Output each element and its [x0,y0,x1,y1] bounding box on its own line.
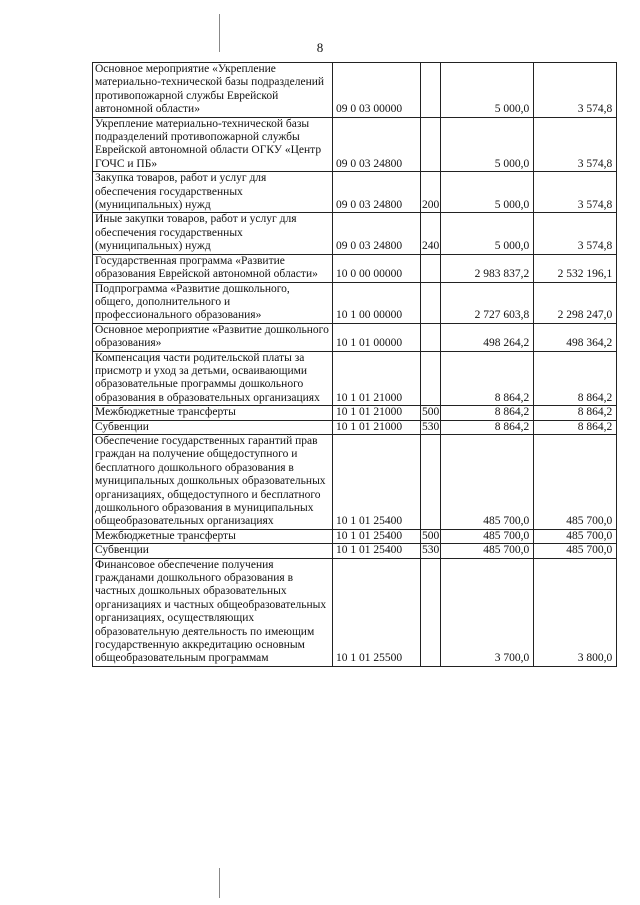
table-row [93,213,617,254]
row-amount-2: 3 574,8 [534,172,617,213]
row-name: Субвенции [93,544,333,558]
row-amount-2: 485 700,0 [534,544,617,558]
row-amount-2: 3 574,8 [534,117,617,172]
row-code: 10 1 01 00000 [333,323,421,351]
row-amount-1: 2 727 603,8 [441,282,534,323]
row-name: Межбюджетные трансферты [93,529,333,543]
table-row [93,254,617,282]
row-amount-1: 5 000,0 [441,63,534,118]
table-row [93,351,617,406]
row-code: 10 1 01 21000 [333,406,421,420]
row-name: Укрепление материально-технической базы подразделений противопожарной службы Еврейской автономной области ОГКУ «Центр ГОЧС и ПБ» [93,117,333,172]
row-expense-type: 200 [421,172,441,213]
row-code: 10 1 01 25400 [333,544,421,558]
row-name: Основное мероприятие «Развитие дошкольного образования» [93,323,333,351]
row-code: 09 0 03 24800 [333,213,421,254]
row-expense-type: 500 [422,406,440,419]
row-amount-1: 5 000,0 [441,172,534,213]
row-code: 10 1 01 25500 [333,558,421,666]
table-row [93,172,617,213]
budget-table [92,62,617,667]
row-amount-2: 485 700,0 [534,434,617,529]
binding-mark-bottom [219,868,220,898]
row-code: 10 1 01 25400 [333,529,421,543]
row-amount-2: 485 700,0 [534,529,617,543]
row-code: 10 0 00 00000 [333,254,421,282]
row-name: Обеспечение государственных гарантий прав граждан на получение общедоступного и бесплатного дошкольного образования в муниципальных дошкольных образовательных организациях, общедоступного и бесплатного дошкольного образования в муниципальных общеобразовательных организациях [93,434,333,529]
row-amount-1: 485 700,0 [441,434,534,529]
row-amount-1: 485 700,0 [441,529,534,543]
row-amount-1: 485 700,0 [441,544,534,558]
table-row [93,529,617,543]
table-row [93,420,617,434]
row-expense-type: 530 [422,420,440,433]
row-name: Иные закупки товаров, работ и услуг для обеспечения государственных (муниципальных) нужд [93,213,333,254]
table-row [93,323,617,351]
row-code: 09 0 03 00000 [333,63,421,118]
row-code: 09 0 03 24800 [333,117,421,172]
table-row [93,544,617,558]
row-amount-2: 498 364,2 [534,323,617,351]
row-name: Основное мероприятие «Укрепление материально-технической базы подразделений противопожарной службы Еврейской автономной области» [93,63,333,118]
budget-table-body [93,63,617,667]
row-name: Закупка товаров, работ и услуг для обеспечения государственных (муниципальных) нужд [93,172,333,213]
row-amount-1: 8 864,2 [441,351,534,406]
row-name: Межбюджетные трансферты [93,406,333,420]
row-amount-2: 2 532 196,1 [534,254,617,282]
row-expense-type [421,254,441,282]
row-amount-1: 498 264,2 [441,323,534,351]
row-expense-type [421,434,441,529]
table-row [93,406,617,420]
row-expense-type [421,282,441,323]
row-expense-type: 500 [422,529,440,542]
row-amount-2: 8 864,2 [534,406,617,420]
table-row [93,117,617,172]
row-name: Компенсация части родительской платы за присмотр и уход за детьми, осваивающими образовательные программы дошкольного образования в образовательных организациях [93,351,333,406]
row-code: 10 1 01 21000 [333,351,421,406]
row-expense-type [421,323,441,351]
row-amount-1: 8 864,2 [441,420,534,434]
row-amount-1: 2 983 837,2 [441,254,534,282]
row-name: Государственная программа «Развитие образования Еврейской автономной области» [93,254,333,282]
row-amount-2: 3 574,8 [534,213,617,254]
row-name: Подпрограмма «Развитие дошкольного, общего, дополнительного и профессионального образования» [93,282,333,323]
row-amount-2: 2 298 247,0 [534,282,617,323]
row-code: 10 1 00 00000 [333,282,421,323]
table-row [93,558,617,666]
row-name: Субвенции [93,420,333,434]
row-expense-type: 530 [422,544,440,557]
row-expense-type [421,558,441,666]
row-name: Финансовое обеспечение получения гражданами дошкольного образования в частных дошкольных образовательных организациях и частных общеобразовательных организациях, осуществляющих образовательную деятельность по имеющим государственную аккредитацию основным общеобразовательным программам [93,558,333,666]
page-number: 8 [316,40,324,55]
row-code: 09 0 03 24800 [333,172,421,213]
table-row [93,282,617,323]
row-expense-type: 240 [421,213,441,254]
row-amount-2: 8 864,2 [534,420,617,434]
table-row [93,63,617,118]
row-code: 10 1 01 25400 [333,434,421,529]
row-amount-1: 8 864,2 [441,406,534,420]
table-row [93,434,617,529]
row-expense-type [421,117,441,172]
row-expense-type [421,63,441,118]
row-expense-type [421,351,441,406]
row-amount-1: 5 000,0 [441,117,534,172]
row-amount-1: 3 700,0 [441,558,534,666]
row-amount-2: 3 800,0 [534,558,617,666]
row-amount-2: 8 864,2 [534,351,617,406]
row-amount-2: 3 574,8 [534,63,617,118]
row-amount-1: 5 000,0 [441,213,534,254]
row-code: 10 1 01 21000 [333,420,421,434]
